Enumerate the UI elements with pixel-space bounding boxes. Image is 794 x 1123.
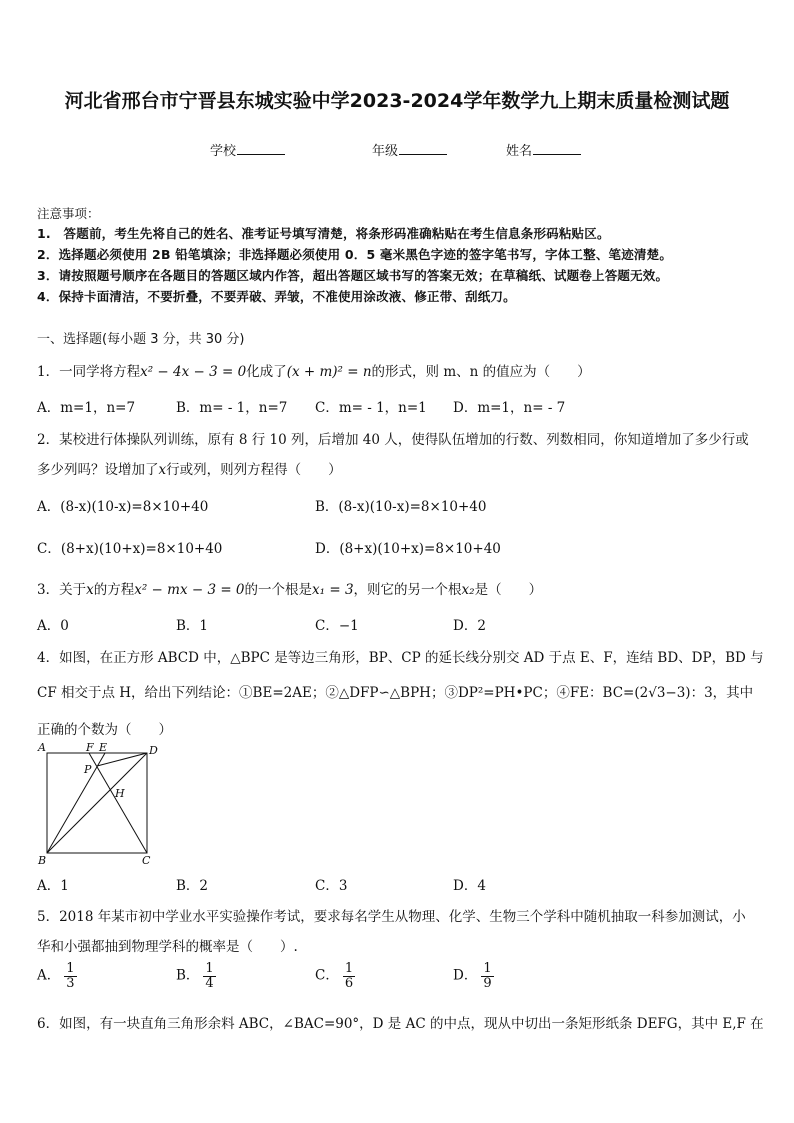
section-title: 一、选择题(每小题 3 分，共 30 分) [37,332,245,347]
q3-option-b: B．1 [176,618,209,634]
q3-text: 的一个根是 [244,582,313,598]
q3-root2: x₂ [461,582,475,598]
numerator: 1 [66,961,75,976]
q5-option-c [315,962,355,990]
denominator: 3 [66,975,75,991]
question-3 [37,578,542,598]
option-label: B． [176,967,200,984]
q1-text: 化成了 [246,364,287,380]
question-2-line1: 2．某校进行体操队列训练，原有 8 行 10 列，后增加 40 人，使得队伍增加的行数、列数相同，你知道增加了多少行或 [37,432,749,448]
question-4-line1: 4．如图，在正方形 ABCD 中，△BPC 是等边三角形，BP、CP 的延长线分别交 AD 于点 E、F，连结 BD、DP，BD 与 [37,650,764,666]
q2-option-b: B．(8-x)(10-x)=8×10+40 [315,499,487,515]
diagonal-bd [47,753,147,853]
exam-title: 河北省邢台市宁晋县东城实验中学2023-2024学年数学九上期末质量检测试题 [64,90,730,112]
label-e: E [99,741,108,754]
q3-text: ，则它的另一个根 [353,582,462,598]
fraction [64,962,76,990]
label-a: A [38,741,46,754]
q4-option-d: D．4 [453,878,486,894]
fraction [481,962,493,990]
name-field [506,140,581,159]
denominator: 4 [205,975,214,991]
q1-equation: (x + m)² = n [286,364,372,380]
label-f: F [86,741,94,754]
grade-blank [399,142,447,155]
note-item: 2．选择题必须使用 2B 铅笔填涂；非选择题必须使用 0．5 毫米黑色字迹的签字笔书写，字体工整、笔迹清楚。 [37,247,673,262]
question-6-line1: 6．如图，有一块直角三角形余料 ABC，∠BAC=90°，D 是 AC 的中点，现从中切出一条矩形纸条 DEFG，其中 E,F 在 [37,1016,764,1032]
question-1 [37,360,591,380]
option-label: A． [37,967,61,984]
note-item: 3．请按照题号顺序在各题目的答题区域内作答，超出答题区域书写的答案无效；在草稿纸、试题卷上答题无效。 [37,268,669,283]
q2-text: 行或列，则列方程得（ ） [166,462,342,478]
question-5-line2: 华和小强都抽到物理学科的概率是（ ）. [37,939,298,955]
q3-option-c: C．−1 [315,618,359,634]
label-c: C [142,854,151,867]
name-label: 姓名 [506,144,533,159]
numerator: 1 [483,961,492,976]
question-4-line2: CF 相交于点 H，给出下列结论：①BE=2AE；②△DFP∽△BPH；③DP²=PH•PC；④FE：BC=(2√3−3)：3，其中 [37,685,754,701]
q3-text: 的方程 [93,582,135,598]
q3-text: 3．关于 [37,582,87,598]
numerator: 1 [205,961,214,976]
q5-option-d [453,962,494,990]
grade-field [372,140,447,159]
school-label: 学校 [210,144,237,159]
q4-option-a: A．1 [37,878,69,894]
note-item: 1. 答题前，考生先将自己的姓名、准考证号填写清楚，将条形码准确粘贴在考生信息条形码粘贴区。 [37,226,610,241]
note-item: 4．保持卡面清洁，不要折叠，不要弄破、弄皱，不准使用涂改液、修正带、刮纸刀。 [37,289,516,304]
school-field [210,140,285,159]
q4-option-c: C．3 [315,878,348,894]
q5-option-b [176,962,216,990]
q1-option-d: D．m=1，n= - 7 [453,400,566,416]
q3-text: 是（ ） [474,582,543,598]
grade-label: 年级 [372,144,399,159]
q5-option-a [37,962,77,990]
numerator: 1 [344,961,354,976]
fraction [203,962,215,990]
line-dp [97,753,147,766]
label-h: H [115,787,125,800]
q2-text: 多少列吗？设增加了 [37,462,159,478]
q1-option-b: B．m= - 1，n=7 [176,400,288,416]
name-blank [533,142,581,155]
q1-equation: x² − 4x − 3 = 0 [140,364,247,380]
label-p: P [84,763,92,776]
question-4-line3: 正确的个数为（ ） [37,722,172,738]
notes-heading: 注意事项： [37,206,100,221]
q3-option-a: A．0 [37,618,69,634]
fraction [343,962,355,990]
q1-option-a: A．m=1，n=7 [37,400,136,416]
option-label: C． [315,967,339,984]
label-d: D [149,744,158,757]
school-blank [237,142,285,155]
q3-variable: x [86,582,94,598]
option-label: D． [453,967,478,984]
question-2-line2 [37,458,342,478]
denominator: 9 [483,975,492,991]
square-figure [34,740,164,870]
label-b: B [38,854,47,867]
q3-option-d: D．2 [453,618,486,634]
question-5-line1: 5．2018 年某市初中学业水平实验操作考试，要求每名学生从物理、化学、生物三个学科中随机抽取一科参加测试，小 [37,909,746,925]
q1-text: 的形式，则 m、n 的值应为（ ） [371,364,591,380]
q2-option-a: A．(8-x)(10-x)=8×10+40 [37,499,209,515]
q2-variable: x [158,462,167,478]
q1-text: 1．一同学将方程 [37,364,141,380]
q1-option-c: C．m= - 1，n=1 [315,400,427,416]
denominator: 6 [344,975,354,991]
q3-equation: x² − mx − 3 = 0 [134,582,245,598]
q3-root: x₁ = 3 [312,582,354,598]
q4-option-b: B．2 [176,878,209,894]
q2-option-d: D．(8+x)(10+x)=8×10+40 [315,541,501,557]
q2-option-c: C．(8+x)(10+x)=8×10+40 [37,541,223,557]
